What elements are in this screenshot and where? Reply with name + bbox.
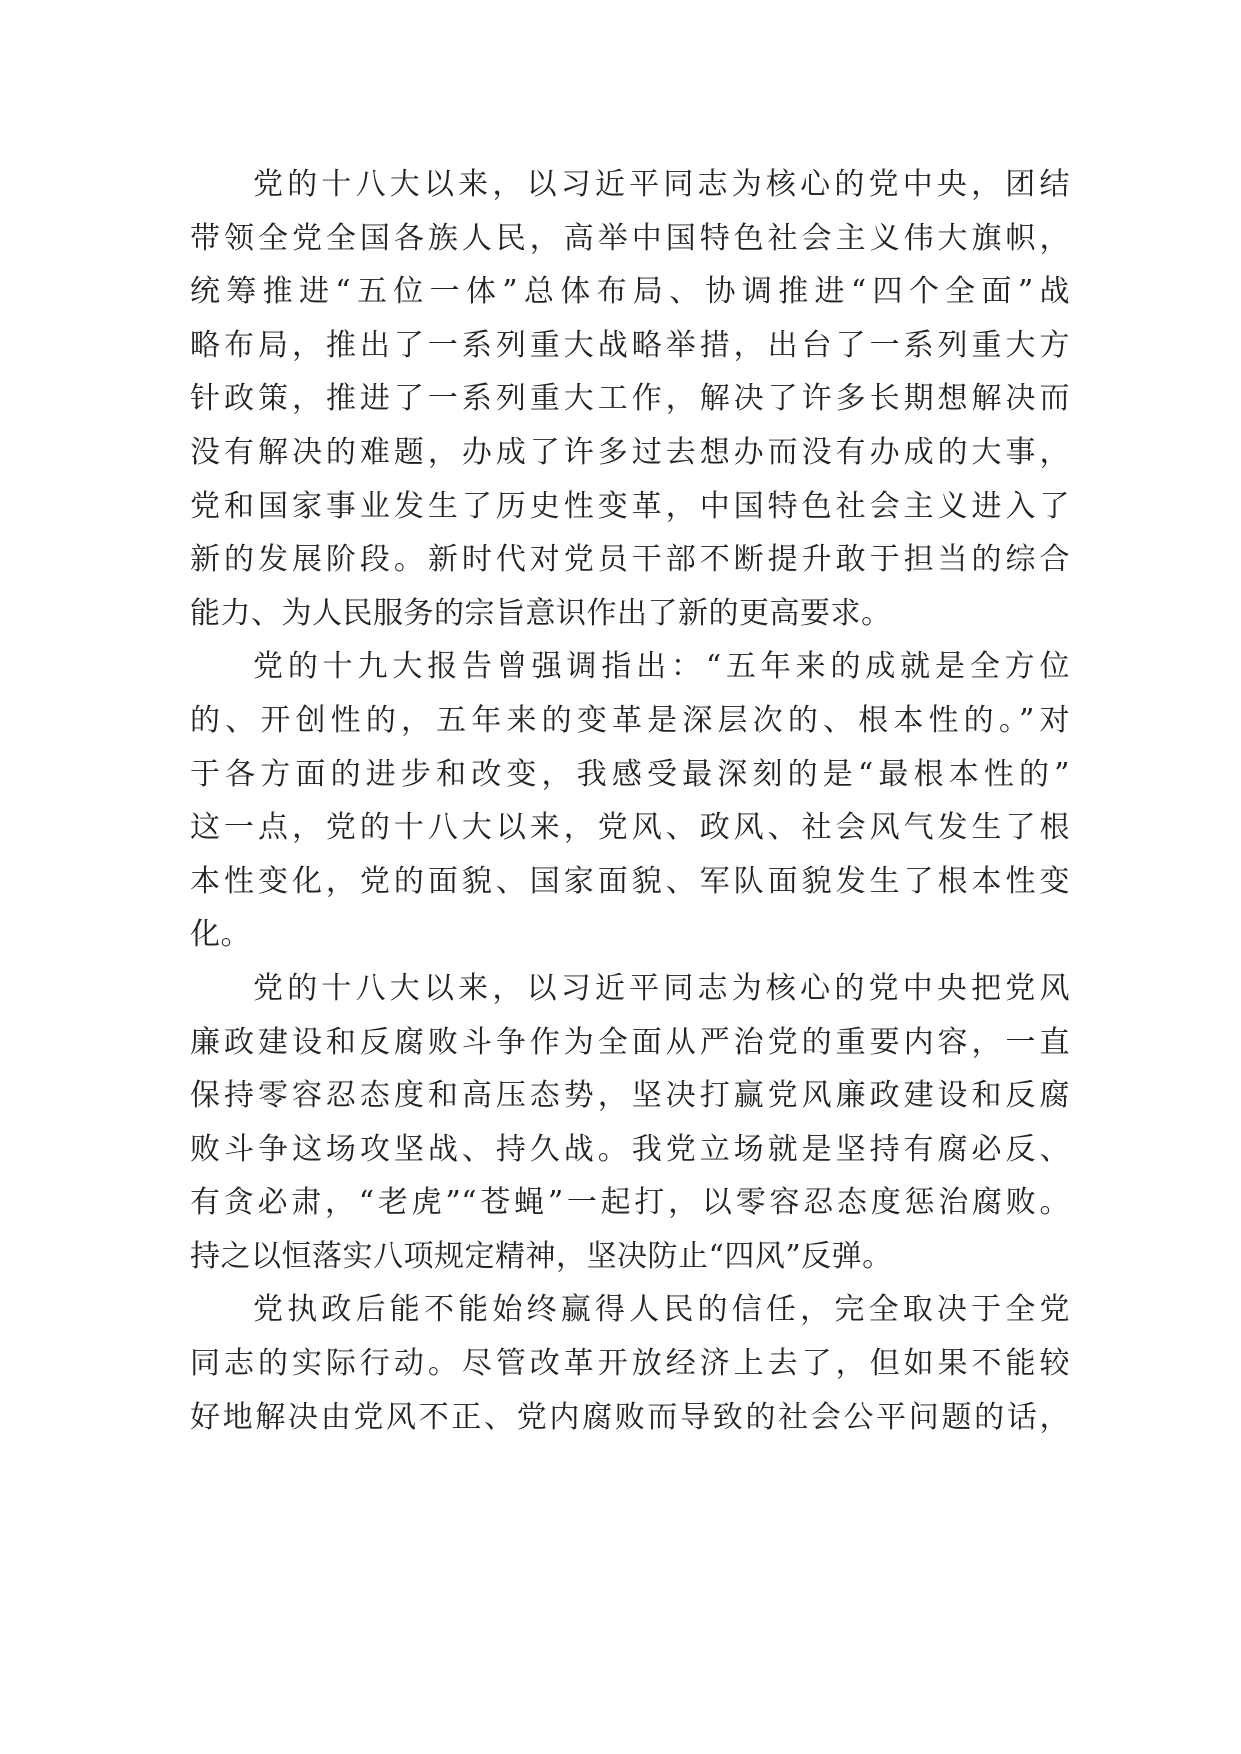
text-line: 能力、为人民服务的宗旨意识作出了新的更高要求。 [190, 595, 892, 631]
text-line: 新的发展阶段。新时代对党员干部不断提升敢于担当的综合 [190, 542, 1070, 578]
text-line: 党的十九大报告曾强调指出：“五年来的成就是全方位 [253, 649, 1070, 685]
text-line: 略布局，推出了一系列重大战略举措，出台了一系列重大方 [190, 327, 1070, 363]
text-line: 没有解决的难题，办成了许多过去想办而没有办成的大事， [190, 434, 1070, 470]
text-line: 好地解决由党风不正、党内腐败而导致的社会公平问题的话， [190, 1399, 1070, 1435]
text-line: 党的十八大以来，以习近平同志为核心的党中央把党风 [253, 970, 1070, 1006]
paragraph-4 [190, 1283, 1070, 1444]
text-line: 败斗争这场攻坚战、持久战。我党立场就是坚持有腐必反、 [190, 1131, 1070, 1167]
text-line: 针政策，推进了一系列重大工作，解决了许多长期想解决而 [190, 381, 1070, 417]
text-line: 党执政后能不能始终赢得人民的信任，完全取决于全党 [253, 1292, 1070, 1328]
text-line: 于各方面的进步和改变，我感受最深刻的是“最根本性的” [190, 756, 1070, 792]
paragraph-3 [190, 962, 1070, 1284]
text-line: 这一点，党的十八大以来，党风、政风、社会风气发生了根 [190, 810, 1070, 846]
paragraph-1 [190, 158, 1070, 640]
text-line: 党和国家事业发生了历史性变革，中国特色社会主义进入了 [190, 488, 1070, 524]
text-line: 本性变化，党的面貌、国家面貌、军队面貌发生了根本性变 [190, 863, 1070, 899]
text-line: 党的十八大以来，以习近平同志为核心的党中央，团结 [253, 167, 1070, 202]
document-body [190, 158, 1070, 1444]
text-line: 持之以恒落实八项规定精神，坚决防止“四风”反弹。 [190, 1238, 893, 1274]
paragraph-2 [190, 640, 1070, 962]
text-line: 保持零容忍态度和高压态势，坚决打赢党风廉政建设和反腐 [190, 1078, 1070, 1114]
text-line: 统筹推进“五位一体”总体布局、协调推进“四个全面”战 [190, 274, 1070, 310]
text-line: 的、开创性的，五年来的变革是深层次的、根本性的。”对 [190, 702, 1070, 738]
text-line: 带领全党全国各族人民，高举中国特色社会主义伟大旗帜， [190, 220, 1070, 256]
text-line: 廉政建设和反腐败斗争作为全面从严治党的重要内容，一直 [190, 1024, 1070, 1060]
text-line: 有贪必肃，“老虎”“苍蝇”一起打，以零容忍态度惩治腐败。 [190, 1185, 1070, 1221]
text-line: 同志的实际行动。尽管改革开放经济上去了，但如果不能较 [190, 1346, 1070, 1382]
text-line: 化。 [190, 917, 251, 953]
